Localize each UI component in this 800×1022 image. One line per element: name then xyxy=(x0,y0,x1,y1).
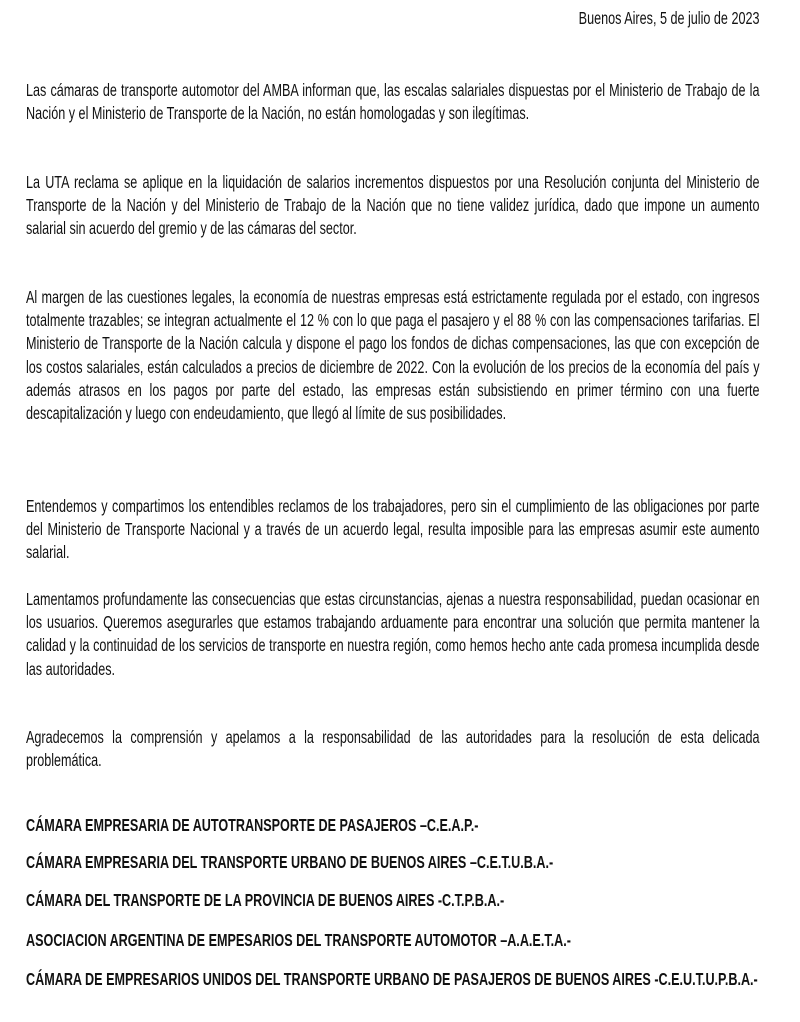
signatory-ceap: CÁMARA EMPRESARIA DE AUTOTRANSPORTE DE PASAJEROS –C.E.A.P.- xyxy=(26,815,479,835)
signatory-ctpba: CÁMARA DEL TRANSPORTE DE LA PROVINCIA DE BUENOS AIRES -C.T.P.B.A.- xyxy=(26,890,505,910)
paragraph-2: La UTA reclama se aplique en la liquidación de salarios incrementos dispuestos por una Resolución conjunta del Ministerio de Transporte de la Nación y del Ministerio de Trabajo de la Nación que no tiene validez jurídica, dado que impone un aumento salarial sin acuerdo del gremio y de las cámaras del sector. xyxy=(26,172,760,239)
paragraph-3: Al margen de las cuestiones legales, la economía de nuestras empresas está estrictamente regulada por el estado, con ingresos totalmente trazables; se integran actualmente el 12 % con lo que paga el pasajero y el 88 % con las compensaciones tarifarias. El Ministerio de Transporte de la Nación calcula y dispone el pago los fondos de dichas compensaciones, las que con excepción de los costos salariales, están calculados a precios de diciembre de 2022. Con la evolución de los precios de la economía del país y además atrasos en los pagos por parte del estado, las empresas están subsistiendo en primer término con una fuerte descapitalización y luego con endeudamiento, que llegó al límite de sus posibilidades. xyxy=(26,287,760,424)
paragraph-5: Lamentamos profundamente las consecuencias que estas circunstancias, ajenas a nuestra responsabilidad, puedan ocasionar en los usuarios. Queremos asegurarles que estamos trabajando arduamente para encontrar una solución que permita mantener la calidad y la continuidad de los servicios de transporte en nuestra región, como hemos hecho ante cada promesa incumplida desde las autoridades. xyxy=(26,589,760,679)
paragraph-4: Entendemos y compartimos los entendibles reclamos de los trabajadores, pero sin el cumplimiento de las obligaciones por parte del Ministerio de Transporte Nacional y a través de un acuerdo legal, resulta imposible para las empresas asumir este aumento salarial. xyxy=(26,496,760,563)
date-line: Buenos Aires, 5 de julio de 2023 xyxy=(578,8,760,28)
signatory-cetuba: CÁMARA EMPRESARIA DEL TRANSPORTE URBANO DE BUENOS AIRES –C.E.T.U.B.A.- xyxy=(26,852,554,872)
paragraph-1: Las cámaras de transporte automotor del AMBA informan que, las escalas salariales dispuestas por el Ministerio de Trabajo de la Nación y el Ministerio de Transporte de la Nación, no están homologadas y son ilegítimas. xyxy=(26,80,760,124)
signatory-aaeta: ASOCIACION ARGENTINA DE EMPESARIOS DEL TRANSPORTE AUTOMOTOR –A.A.E.T.A.- xyxy=(26,930,571,950)
paragraph-6: Agradecemos la comprensión y apelamos a la responsabilidad de las autoridades para la resolución de esta delicada problemática. xyxy=(26,727,760,771)
signatory-ceutupba: CÁMARA DE EMPRESARIOS UNIDOS DEL TRANSPORTE URBANO DE PASAJEROS DE BUENOS AIRES -C.E.U.T.U.P.B.A.- xyxy=(26,969,758,989)
